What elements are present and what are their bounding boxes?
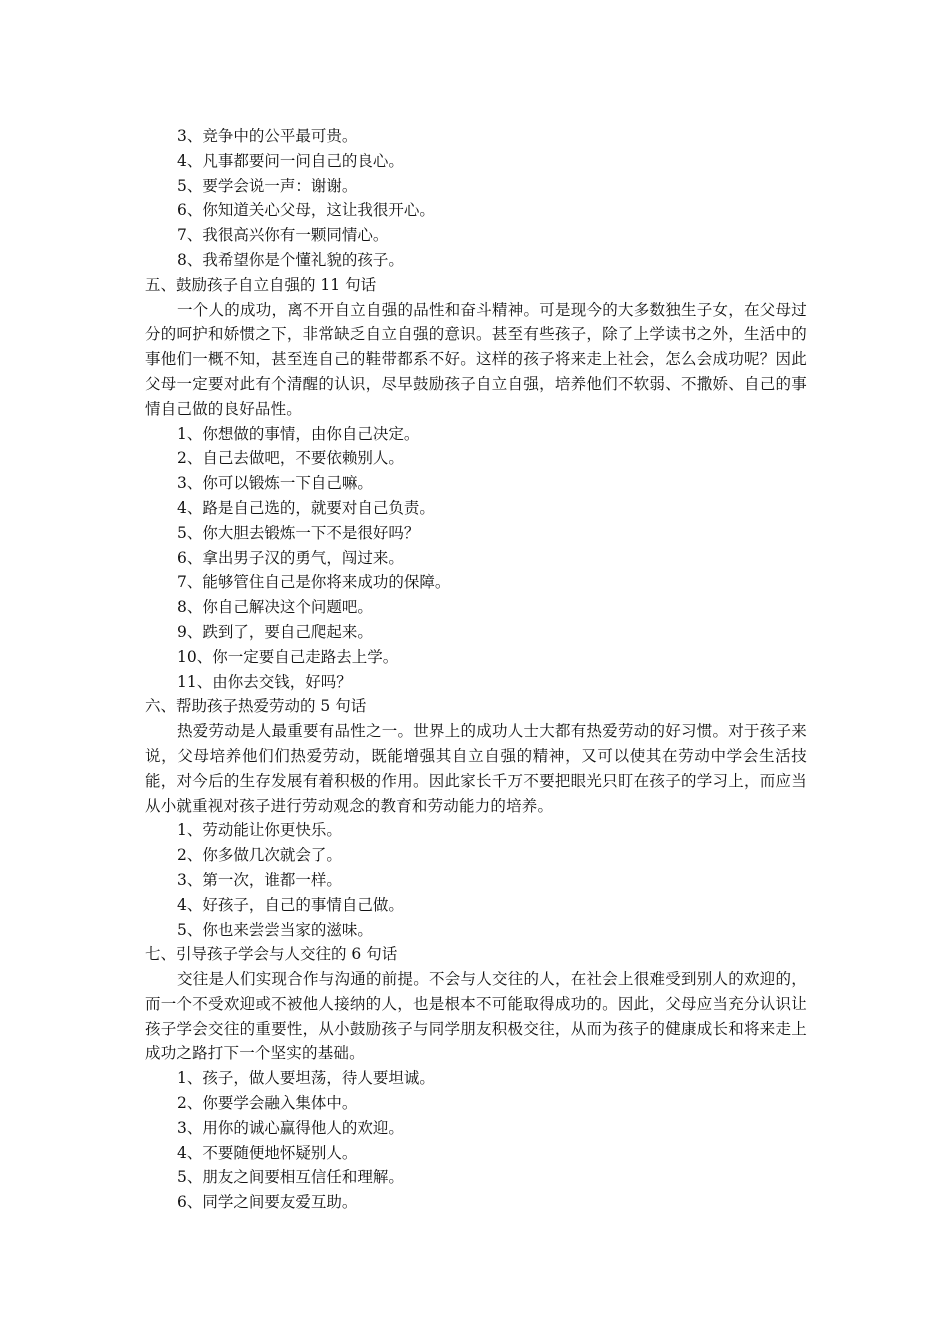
list-item: 8、你自己解决这个问题吧。 bbox=[177, 598, 373, 617]
list-item: 3、你可以锻炼一下自己嘛。 bbox=[177, 474, 373, 493]
section-heading: 五、鼓励孩子自立自强的 11 句话 bbox=[145, 275, 377, 294]
list-item: 6、同学之间要友爱互助。 bbox=[177, 1193, 358, 1212]
section-heading: 七、引导孩子学会与人交往的 6 句话 bbox=[145, 945, 398, 964]
list-item: 4、不要随便地怀疑别人。 bbox=[177, 1143, 358, 1162]
list-item: 5、朋友之间要相互信任和理解。 bbox=[177, 1168, 404, 1187]
list-item: 3、用你的诚心赢得他人的欢迎。 bbox=[177, 1118, 404, 1137]
list-item: 4、路是自己选的，就要对自己负责。 bbox=[177, 498, 435, 517]
section-paragraph: 一个人的成功，离不开自立自强的品性和奋斗精神。可是现今的大多数独生子女，在父母过分的呵护和娇惯之下，非常缺乏自立自强的意识。甚至有些孩子，除了上学读书之外，生活中的事他们一概不知，甚至连自己的鞋带都系不好。这样的孩子将来走上社会，怎么会成功呢？因此父母一定要对此有个清醒的认识，尽早鼓励孩子自立自强，培养他们不软弱、不撒娇、自己的事情自己做的良好品性。 bbox=[145, 300, 807, 418]
list-item: 6、拿出男子汉的勇气，闯过来。 bbox=[177, 548, 404, 567]
section-paragraph: 热爱劳动是人最重要有品性之一。世界上的成功人士大都有热爱劳动的好习惯。对于孩子来说，父母培养他们们热爱劳动，既能增强其自立自强的精神，又可以使其在劳动中学会生活技能，对今后的生存发展有着积极的作用。因此家长千万不要把眼光只盯在孩子的学习上，而应当从小就重视对孩子进行劳动观念的教育和劳动能力的培养。 bbox=[145, 722, 807, 815]
list-item: 10、你一定要自己走路去上学。 bbox=[177, 647, 399, 666]
list-item: 2、自己去做吧，不要依赖别人。 bbox=[177, 449, 404, 468]
list-item: 7、能够管住自己是你将来成功的保障。 bbox=[177, 573, 451, 592]
list-item: 1、你想做的事情，由你自己决定。 bbox=[177, 424, 420, 443]
document-page bbox=[145, 124, 807, 1215]
list-item: 9、跌到了，要自己爬起来。 bbox=[177, 622, 373, 641]
list-item: 3、第一次，谁都一样。 bbox=[177, 870, 342, 889]
section-paragraph: 交往是人们实现合作与沟通的前提。不会与人交往的人，在社会上很难受到别人的欢迎的，而一个不受欢迎或不被他人接纳的人，也是根本不可能取得成功的。因此，父母应当充分认识让孩子学会交往的重要性，从小鼓励孩子与同学朋友积极交往，从而为孩子的健康成长和将来走上成功之路打下一个坚实的基础。 bbox=[145, 970, 807, 1063]
list-item: 4、凡事都要问一问自己的良心。 bbox=[177, 151, 404, 170]
list-item: 8、我希望你是个懂礼貌的孩子。 bbox=[177, 250, 404, 269]
list-item: 5、你也来尝尝当家的滋味。 bbox=[177, 920, 373, 939]
section-heading: 六、帮助孩子热爱劳动的 5 句话 bbox=[145, 697, 367, 716]
list-item: 5、要学会说一声：谢谢。 bbox=[177, 176, 358, 195]
list-item: 6、你知道关心父母，这让我很开心。 bbox=[177, 201, 435, 220]
list-item: 7、我很高兴你有一颗同情心。 bbox=[177, 226, 389, 245]
list-item: 2、你多做几次就会了。 bbox=[177, 846, 342, 865]
list-item: 4、好孩子，自己的事情自己做。 bbox=[177, 895, 404, 914]
list-item: 3、竞争中的公平最可贵。 bbox=[177, 127, 358, 145]
list-item: 5、你大胆去锻炼一下不是很好吗？ bbox=[177, 523, 420, 542]
list-item: 2、你要学会融入集体中。 bbox=[177, 1094, 358, 1113]
list-item: 1、劳动能让你更快乐。 bbox=[177, 821, 342, 840]
list-item: 1、孩子，做人要坦荡，待人要坦诚。 bbox=[177, 1069, 435, 1088]
list-item: 11、由你去交钱，好吗？ bbox=[177, 672, 352, 691]
